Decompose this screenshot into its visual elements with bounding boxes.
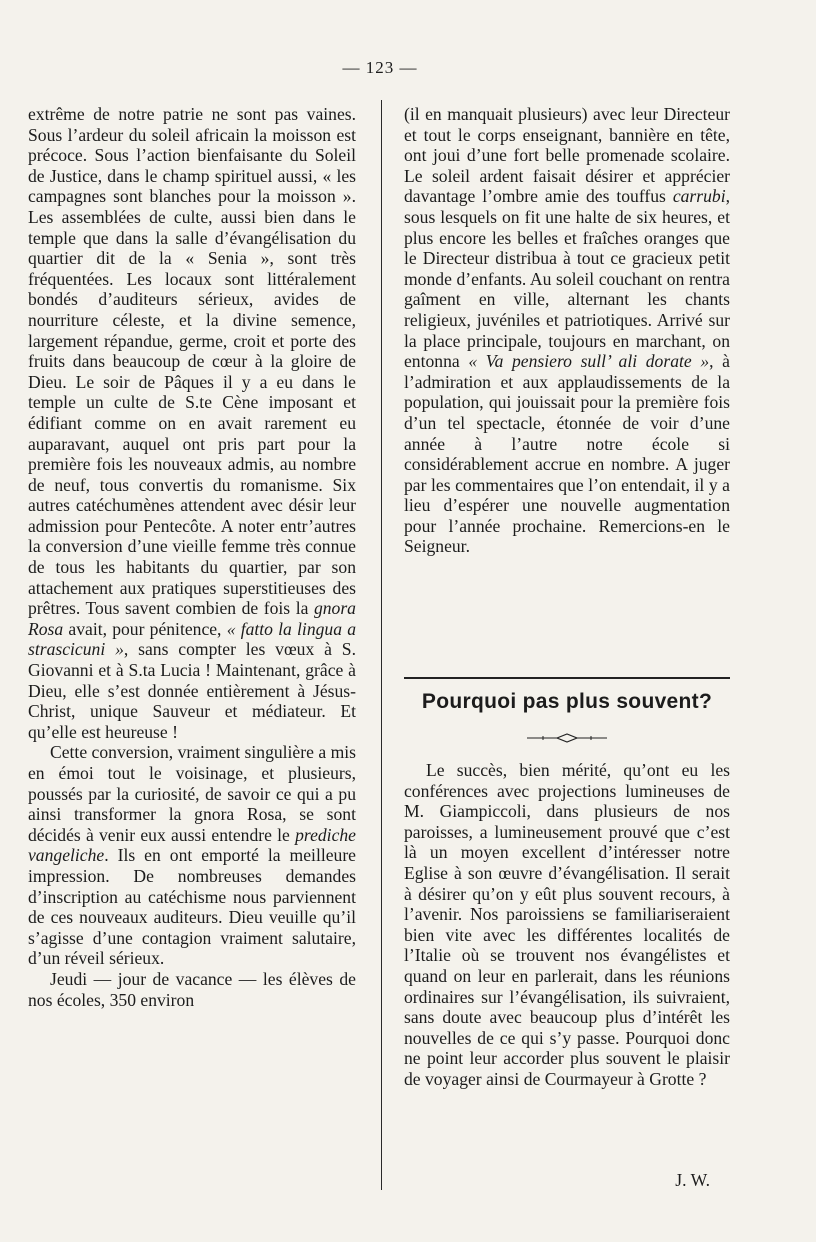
italic-term: gnora Rosa (28, 598, 356, 639)
section-rule (404, 677, 730, 679)
right-paragraph-1 (404, 104, 730, 557)
page-number: — 123 — (342, 58, 418, 77)
article-paragraph: Le succès, bien mérité, qu’ont eu les conférences avec projections lumineuses de M. Giampiccoli, dans plusieurs de nos paroisses, a lumineusement prouvé que c’est là un moyen excellent d’intéresser notre Eglise à son œuvre d’évangélisation. Il serait à désirer qu’on y eût plus souvent recours, à l’avenir. Nos paroissiens se familiariseraient bien vite avec les différentes localités de l’Italie où se trouvent nos évangélistes et quand on leur en parlerait, dans les réunions ordinaires sur l’évangélisation, ils suivraient, sans doute avec beaucoup plus d’intérêt les nouvelles de ce qui s’y passe. Pourquoi donc ne point leur accorder plus souvent le plaisir de voyager ainsi de Courmayeur à Grotte ? (404, 760, 730, 1089)
text-run: , sans compter les vœux à S. Giovanni et à S.ta Lucia ! Maintenant, grâce à Dieu, elle s’est donnée entièrement à Jésus-Christ, unique Sauveur et médiateur. Et qu’elle est heureuse ! (28, 639, 356, 742)
left-paragraph-1 (28, 104, 356, 742)
text-run: avait, pour pénitence, (68, 618, 222, 639)
text-run: , à l’admiration et aux applaudissements de la population, qui jouissait pour la première fois d’un tel spectacle, étonnée de voir d’une année à l’autre notre école si considérablement accrue en nombre. A juger par les commentaires que l’on entendait, il y a lieu d’espérer une nouvelle augmentation pour l’année prochaine. Remercions-en le Seigneur. (404, 351, 730, 557)
left-column (28, 104, 356, 1010)
italic-term: carrubi (672, 186, 726, 207)
article-body (404, 760, 730, 1090)
italic-term: prediche vangeliche (28, 824, 356, 866)
ornament-divider-icon (527, 731, 607, 745)
italic-quote: « Va pensiero sull’ ali dorate » (468, 351, 710, 372)
left-paragraph-3: Jeudi — jour de vacance — les élèves de nos écoles, 350 environ (28, 968, 356, 1010)
article-title: Pourquoi pas plus souvent? (421, 690, 713, 713)
text-run: Cette conversion, vraiment singulière a mis en émoi tout le voisinage, et plusieurs, poussés par la curiosité, de savoir ce qui a pu ainsi transformer la gnora Rosa, se sont décidés à venir eux aussi entendre le (28, 742, 356, 845)
right-column (404, 104, 730, 557)
text-run: extrême de notre patrie ne sont pas vaines. Sous l’ardeur du soleil africain la moisson est précoce. Sous l’action bienfaisante du Soleil de Justice, dans le champ spirituel aussi, « les campagnes sont blanches pour la moisson ». Les assemblées de culte, aussi bien dans le temple que dans la salle d’évangélisation du quartier dit de la « Senia », sont très fréquentées. Les locaux sont littéralement bondés d’auditeurs sérieux, avides de nourriture céleste, et la divine semence, largement répandue, germe, croit et porte des fruits dans beaucoup de cœur à la gloire de Dieu. Le soir de Pâques il y a eu dans le temple un culte de S.te Cène imposant et édifiant comme on en avait rarement eu auparavant, auquel ont pris part pour la première fois les nouveaux admis, au nombre de neuf, tous convertis du romanisme. Six autres catéchumènes attendent avec désir leur admission pour Pentecôte. A noter entr’autres la conversion d’une vieille femme très connue de tous les habitants du quartier, par son attachement aux pratiques superstitieuses des prêtres. Tous savent combien de fois la (28, 104, 356, 619)
article-signature: J. W. (675, 1170, 710, 1190)
text-run: , sous lesquels on fit une halte de six heures, et plus encore les belles et fraîches oranges que le Directeur distribua à tout ce gracieux petit monde d’enfants. Au soleil couchant on rentra gaîment en ville, alternant les chants religieux, juvéniles et patriotiques. Arrivé sur la place principale, toujours en marchant, on entonna (404, 186, 730, 372)
italic-quote: « fatto la lingua a strascicuni » (28, 618, 357, 660)
left-paragraph-2 (28, 742, 356, 969)
text-run: (il en manquait plusieurs) avec leur Directeur et tout le corps enseignant, bannière en tête, ont joui d’une fort belle promenade scolaire. Le soleil ardent faisait désirer et apprécier davantage l’ombre amie des touffus (404, 104, 730, 207)
column-divider (381, 100, 382, 1190)
text-run: . Ils en ont emporté la meilleure impression. De nombreuses demandes d’inscription au catéchisme nous parviennent de ces nouveaux auditeurs. Dieu veuille qu’il s’agisse d’une contagion vraiment salutaire, d’un réveil sérieux. (28, 845, 356, 969)
